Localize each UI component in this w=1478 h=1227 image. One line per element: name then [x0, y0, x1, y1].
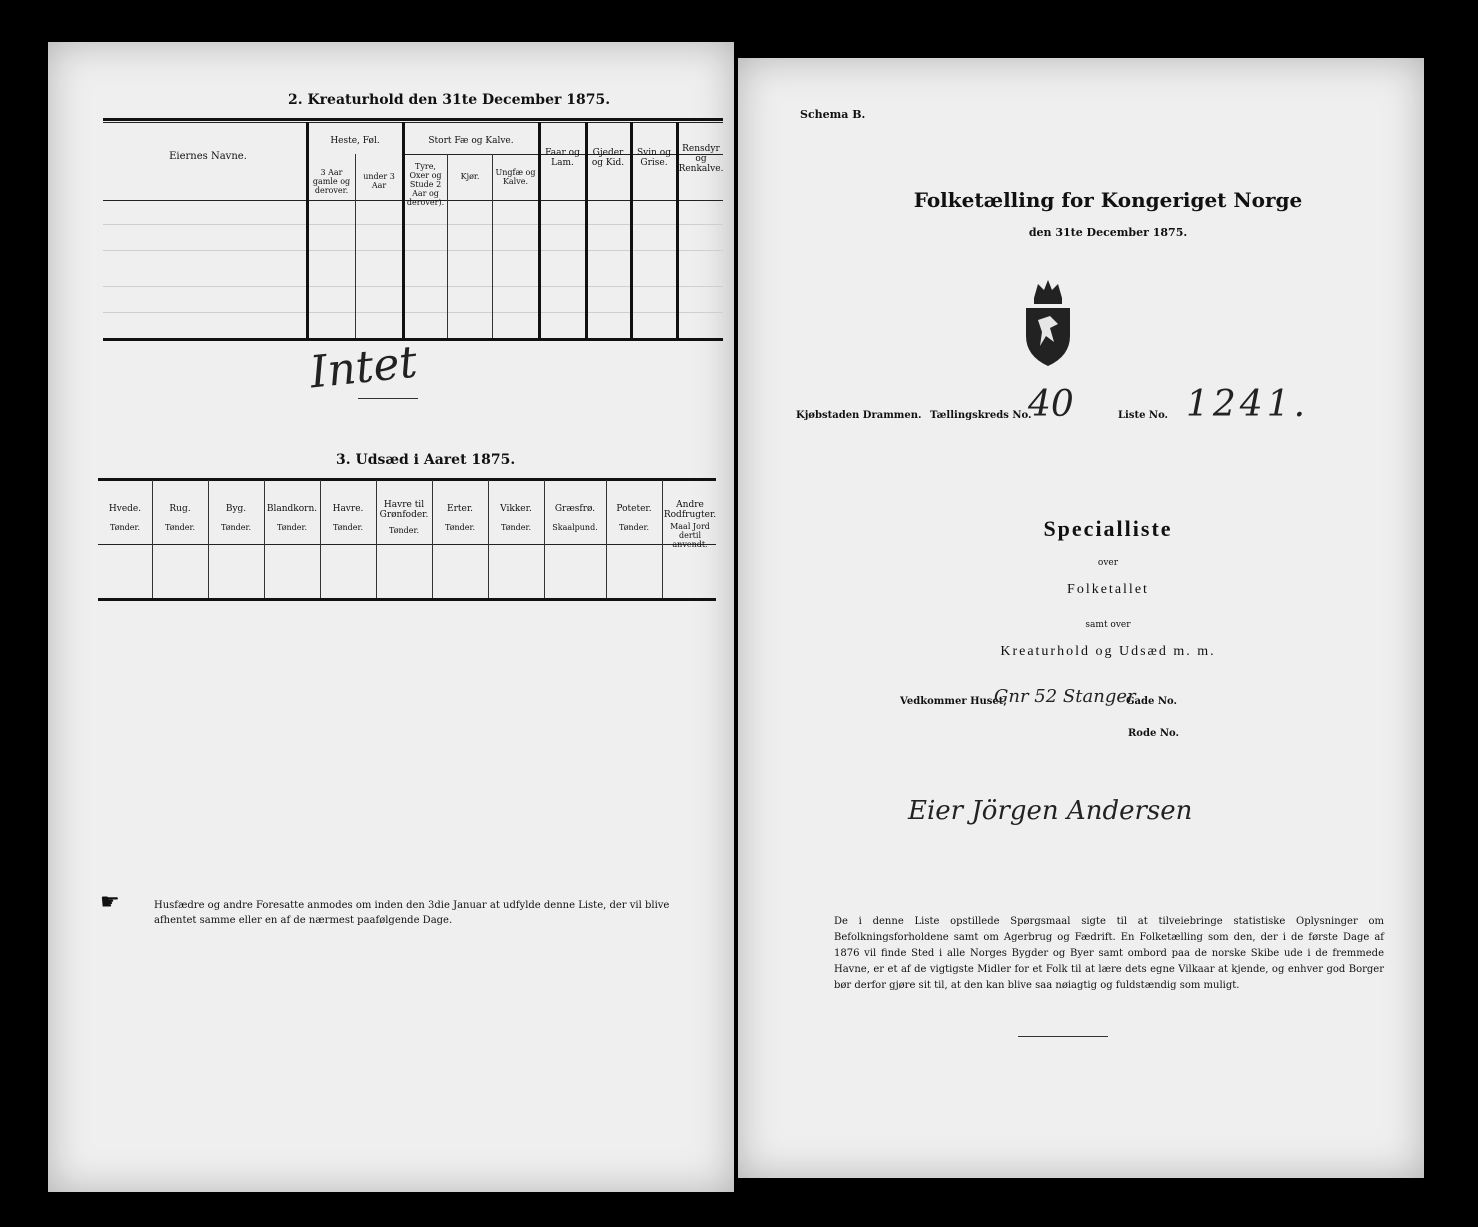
- udsaed-andre-rodfrugter-unit: Maal Jord dertil anvendt.: [670, 522, 710, 549]
- udsaed-havre-gronfoder: Havre til Grønfoder.: [379, 500, 429, 520]
- kreds-label: Tællingskreds No.: [930, 410, 1032, 421]
- udsaed-rug-unit: Tønder.: [164, 523, 196, 532]
- section3-title: 3. Udsæd i Aaret 1875.: [336, 452, 516, 468]
- header-eiernes-navne: Eiernes Navne.: [169, 151, 247, 162]
- kreds-value: 40: [1028, 384, 1074, 425]
- header-gjeder: Gjeder og Kid.: [591, 148, 625, 168]
- udsaed-hvede-unit: Tønder.: [109, 523, 141, 532]
- liste-value: 1241.: [1186, 384, 1310, 425]
- over-label: over: [1097, 558, 1119, 568]
- udsaed-erter: Erter.: [447, 504, 473, 514]
- udsaed-byg: Byg.: [225, 504, 247, 514]
- header-heste: Heste, Føl.: [330, 136, 380, 146]
- coat-of-arms-icon: [1020, 276, 1076, 368]
- header-tyre: Tyre, Oxer og Stude 2 Aar og derover).: [406, 162, 445, 207]
- udsaed-graesfro-unit: Skaalpund.: [552, 523, 598, 532]
- main-date: den 31te December 1875.: [1028, 226, 1188, 239]
- udsaed-vikker-unit: Tønder.: [500, 523, 532, 532]
- left-page: [48, 42, 734, 1192]
- right-page: [738, 58, 1424, 1178]
- pointing-hand-icon: ☛: [100, 890, 120, 915]
- udsaed-havre-gronfoder-unit: Tønder.: [388, 526, 420, 535]
- intro-paragraph: De i denne Liste opstillede Spørgsmaal sigte til at tilveiebringe statistiske Oplysninger om Befolkningsforholdene samt om Agerbrug og Fædrift. En Folketælling som den, der i de første Dage af 1876 vil finde Sted i alle Norges Bygder og Byer samt ombord paa de norske Skibe ude i de fremmede Havne, er et af de vigtigste Midler for et Folk til at lære dets egne Vilkaar at kjende, og enhver god Borger bør derfor gjøre sit til, at den kan blive saa nøiagtig og fuldstændig som muligt.: [834, 916, 1384, 991]
- header-stort-fae: Stort Fæ og Kalve.: [428, 136, 514, 146]
- udsaed-blandkorn-unit: Tønder.: [276, 523, 308, 532]
- udsaed-erter-unit: Tønder.: [444, 523, 476, 532]
- main-title: Folketælling for Kongeriget Norge: [913, 188, 1303, 212]
- udsaed-havre: Havre.: [332, 504, 364, 514]
- vedkommer-value: Gnr 52 Stanger: [994, 686, 1136, 707]
- kjobstaden-label: Kjøbstaden Drammen.: [796, 410, 922, 421]
- schema-label: Schema B.: [800, 108, 866, 121]
- header-heste-under3: under 3 Aar: [363, 172, 395, 190]
- folketallet-title: Folketallet: [1067, 582, 1149, 597]
- handwritten-intet: Intet: [307, 336, 420, 399]
- notice-text: Husfædre og andre Foresatte anmodes om inden den 3die Januar at udfylde denne Liste, der vil blive afhentet samme eller en af de nærmest paafølgende Dage.: [154, 900, 670, 926]
- vedkommer-label: Vedkommer Huset,: [900, 696, 1007, 707]
- specialliste-title: Specialliste: [1043, 516, 1173, 541]
- udsaed-poteter: Poteter.: [616, 504, 652, 514]
- udsaed-byg-unit: Tønder.: [220, 523, 252, 532]
- samt-over-label: samt over: [1085, 620, 1131, 630]
- header-kjor: Kjør.: [460, 172, 480, 181]
- udsaed-havre-unit: Tønder.: [332, 523, 364, 532]
- section2-title: 2. Kreaturhold den 31te December 1875.: [288, 92, 611, 108]
- header-rensdyr: Rensdyr og Renkalve.: [678, 144, 724, 174]
- header-svin: Svin og Grise.: [637, 148, 671, 168]
- udsaed-graesfro: Græsfrø.: [554, 504, 596, 514]
- header-ungfae: Ungfæ og Kalve.: [495, 168, 536, 186]
- header-faar: Faar og Lam.: [545, 148, 580, 168]
- gade-label: Gade No.: [1126, 696, 1177, 707]
- udsaed-blandkorn: Blandkorn.: [266, 504, 318, 514]
- owner-signature: Eier Jörgen Andersen: [908, 796, 1193, 826]
- kreaturhold-title: Kreaturhold og Udsæd m. m.: [1000, 644, 1216, 659]
- udsaed-andre-rodfrugter: Andre Rodfrugter.: [663, 500, 717, 520]
- liste-label: Liste No.: [1118, 410, 1169, 421]
- udsaed-hvede: Hvede.: [108, 504, 142, 514]
- udsaed-poteter-unit: Tønder.: [618, 523, 650, 532]
- header-heste-3aar: 3 Aar gamle og derover.: [312, 168, 351, 195]
- udsaed-rug: Rug.: [169, 504, 191, 514]
- udsaed-vikker: Vikker.: [500, 504, 532, 514]
- rode-label: Rode No.: [1128, 728, 1179, 739]
